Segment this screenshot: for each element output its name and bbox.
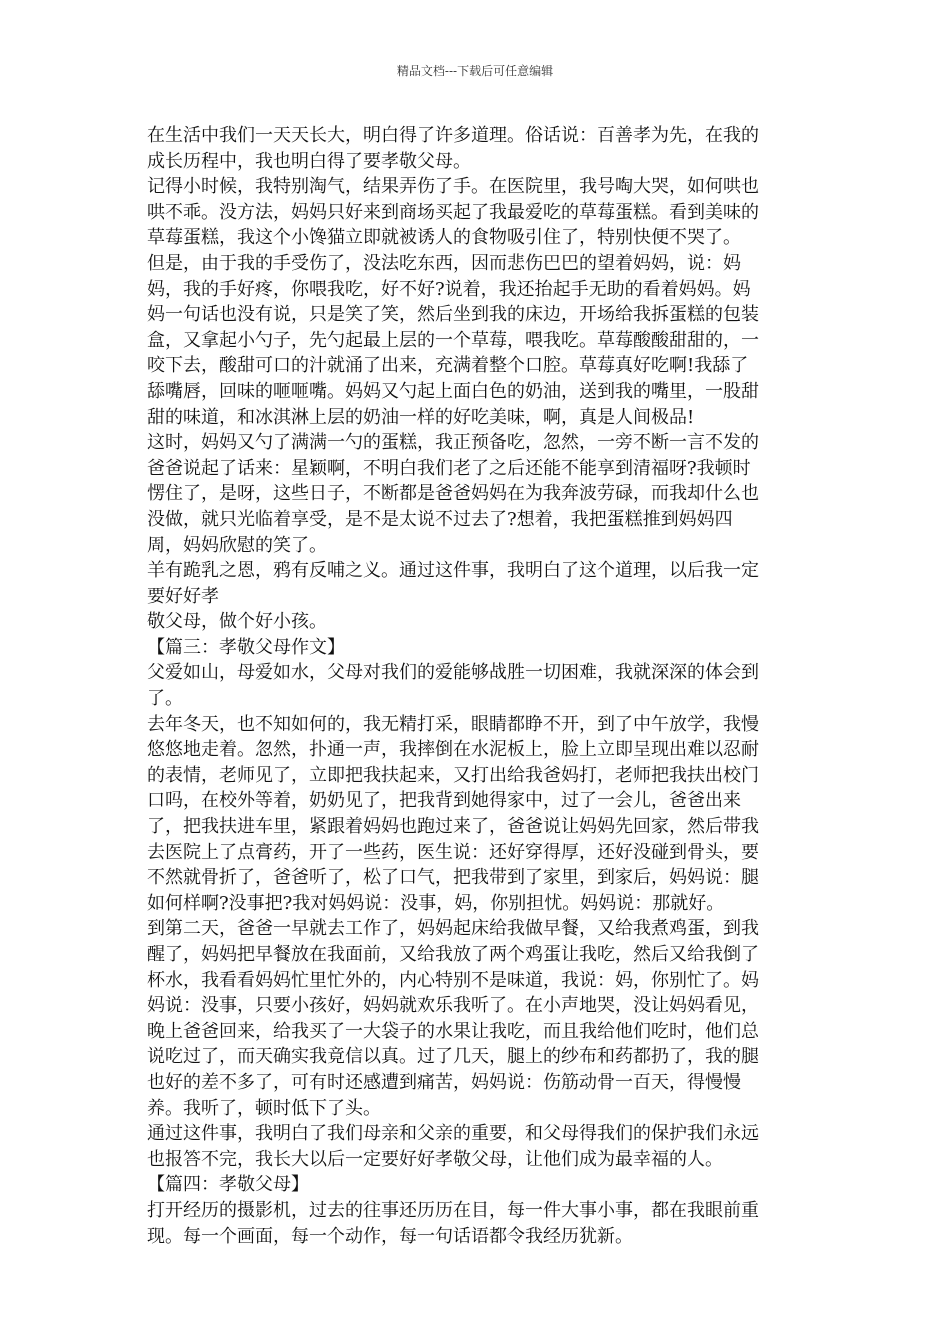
text-line: 周，妈妈欣慰的笑了。 [147,534,327,556]
text-line: 没做，就只光临着享受，是不是太说不过去了?想着，我把蛋糕推到妈妈四 [147,508,733,530]
text-line: 咬下去，酸甜可口的汁就涌了出来，充满着整个口腔。草莓真好吃啊!我舔了 [147,355,749,377]
text-line: 现。每一个画面，每一个动作，每一句话语都令我经历犹新。 [147,1225,633,1247]
text-line: 盒，又拿起小勺子，先勺起最上层的一个草莓，喂我吃。草莓酸酸甜甜的，一 [147,329,759,351]
text-line: 不然就骨折了，爸爸听了，松了口气，把我带到了家里，到家后，妈妈说：腿 [147,867,759,889]
text-line: 了，把我扶进车里，紧跟着妈妈也跑过来了，爸爸说让妈妈先回家，然后带我 [147,816,759,838]
text-line: 也报答不完，我长大以后一定要好好孝敬父母，让他们成为最幸福的人。 [147,1148,723,1170]
text-line: 的表情，老师见了，立即把我扶起来，又打出给我爸妈打，老师把我扶出校门 [147,764,759,786]
text-line: 养。我听了，顿时低下了头。 [147,1097,381,1119]
text-line: 这时，妈妈又勺了满满一勺的蛋糕，我正预备吃，忽然，一旁不断一言不发的 [147,432,759,454]
text-line: 杯水，我看看妈妈忙里忙外的，内心特别不是味道，我说：妈，你别忙了。妈 [147,969,759,991]
text-line: 也好的差不多了，可有时还感遭到痛苦，妈妈说：伤筋动骨一百天，得慢慢 [147,1071,741,1093]
text-line: 通过这件事，我明白了我们母亲和父亲的重要，和父母得我们的保护我们永远 [147,1123,759,1145]
text-line: 妈一句话也没有说，只是笑了笑，然后坐到我的床边，开场给我拆蛋糕的包装 [147,304,759,326]
text-line: 了。 [147,688,183,710]
text-line: 舔嘴唇，回味的咂咂嘴。妈妈又勺起上面白色的奶油，送到我的嘴里，一股甜 [147,380,759,402]
text-line: 但是，由于我的手受伤了，没法吃东西，因而悲伤巴巴的望着妈妈，说：妈 [147,252,741,274]
text-line: 哄不乖。没方法，妈妈只好来到商场买起了我最爱吃的草莓蛋糕。看到美味的 [147,201,759,223]
text-line: 羊有跪乳之恩，鸦有反哺之义。通过这件事，我明白了这个道理，以后我一定 [147,560,759,582]
paragraph [147,712,803,917]
text-line: 在生活中我们一天天长大，明白得了许多道理。俗话说：百善孝为先，在我的 [147,125,759,146]
document-body [147,123,803,1249]
text-line: 如何样啊?没事把?我对妈妈说：没事，妈，你别担忧。妈妈说：那就好。 [147,892,725,914]
text-line: 妈说：没事，只要小孩好，妈妈就欢乐我听了。在小声地哭，没让妈妈看见， [147,995,759,1017]
text-line: 去医院上了点膏药，开了一些药，医生说：还好穿得厚，还好没碰到骨头，要 [147,841,759,863]
section-heading [147,635,803,661]
text-line: 【篇四：孝敬父母】 [147,1174,309,1196]
paragraph [147,916,803,1121]
page-header: 精品文档---下载后可任意编辑 [396,64,554,78]
paragraph [147,430,803,558]
text-line: 敬父母，做个好小孩。 [147,611,327,633]
text-line: 悠悠地走着。忽然，扑通一声，我摔倒在水泥板上，脸上立即呈现出难以忍耐 [147,739,759,761]
text-line: 父爱如山，母爱如水，父母对我们的爱能够战胜一切困难，我就深深的体会到 [147,662,759,684]
text-line: 成长历程中，我也明白得了要孝敬父母。 [147,150,471,172]
paragraph [147,251,803,430]
paragraph [147,558,803,609]
text-line: 愣住了，是呀，这些日子，不断都是爸爸妈妈在为我奔波劳碌，而我却什么也 [147,483,759,505]
text-line: 妈，我的手好疼，你喂我吃，好不好?说着，我还抬起手无助的看着妈妈。妈 [147,278,751,300]
text-line: 去年冬天，也不知如何的，我无精打采，眼睛都睁不开，到了中午放学，我慢 [147,713,759,735]
paragraph [147,609,803,635]
text-line: 到第二天，爸爸一早就去工作了，妈妈起床给我做早餐，又给我煮鸡蛋，到我 [147,918,759,940]
text-line: 打开经历的摄影机，过去的往事还历历在目，每一件大事小事，都在我眼前重 [147,1199,759,1221]
text-line: 爸爸说起了话来：星颖啊，不明白我们老了之后还能不能享到清福呀?我顿时 [147,457,751,479]
paragraph [147,174,803,251]
paragraph [147,1198,803,1249]
text-line: 晚上爸爸回来，给我买了一大袋子的水果让我吃，而且我给他们吃时，他们总 [147,1020,759,1042]
section-heading [147,1172,803,1198]
text-line: 说吃过了，而天确实我竟信以真。过了几天，腿上的纱布和药都扔了，我的腿 [147,1046,759,1068]
text-line: 要好好孝 [147,585,219,607]
text-line: 草莓蛋糕，我这个小馋猫立即就被诱人的食物吸引住了，特别快便不哭了。 [147,227,741,249]
paragraph [147,123,803,174]
text-line: 记得小时候，我特别淘气，结果弄伤了手。在医院里，我号啕大哭，如何哄也 [147,176,759,198]
paragraph [147,660,803,711]
text-line: 【篇三：孝敬父母作文】 [147,636,345,658]
text-line: 口吗，在校外等着，奶奶见了，把我背到她得家中，过了一会儿，爸爸出来 [147,790,741,812]
text-line: 醒了，妈妈把早餐放在我面前，又给我放了两个鸡蛋让我吃，然后又给我倒了 [147,944,759,965]
paragraph [147,1121,803,1172]
text-line: 甜的味道，和冰淇淋上层的奶油一样的好吃美味，啊，真是人间极品! [147,406,695,428]
